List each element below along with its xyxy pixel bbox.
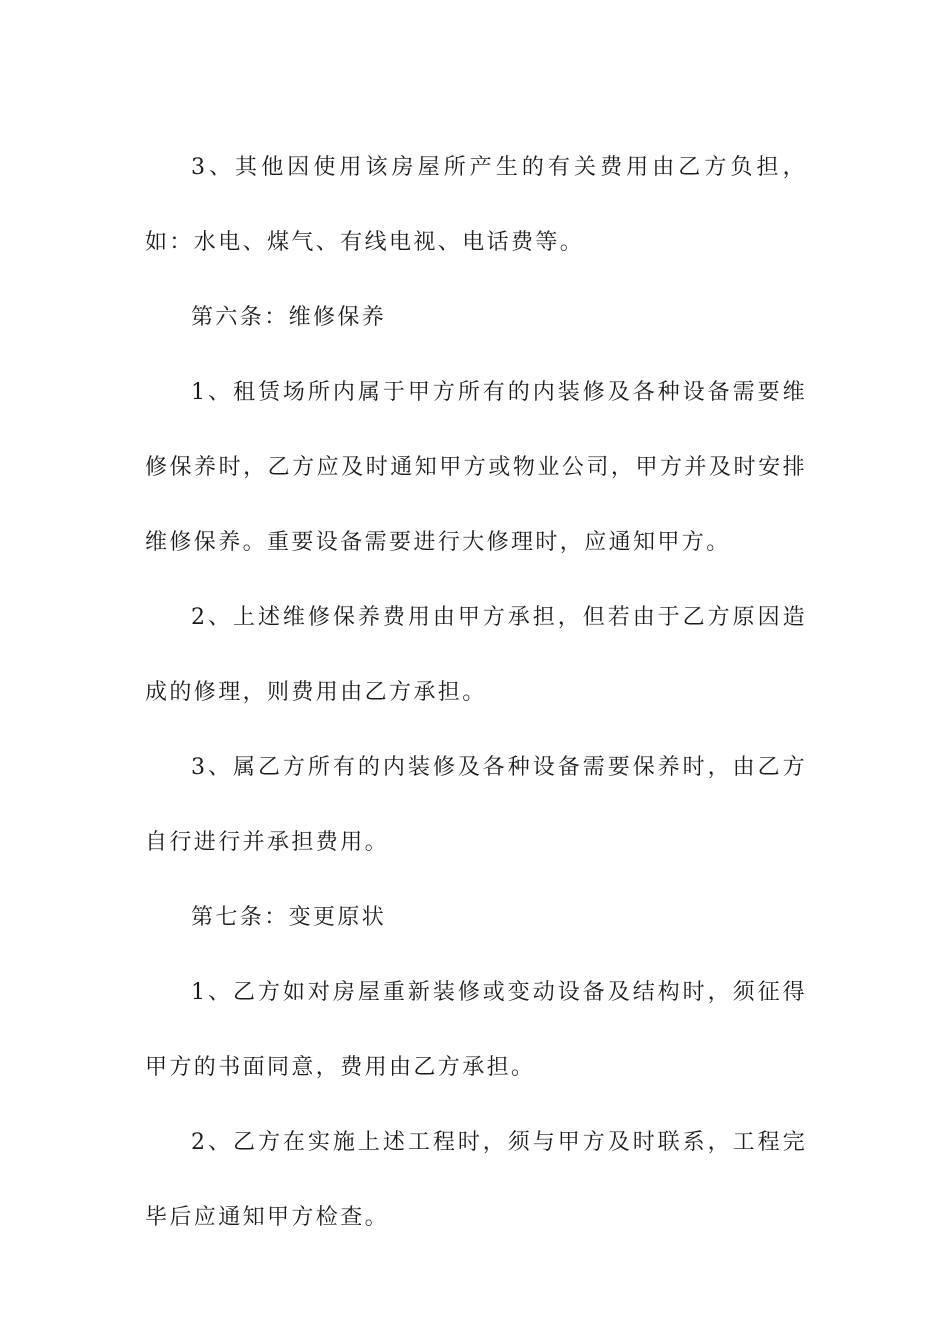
paragraph-renovation-inspection: 2、乙方在实施上述工程时，须与甲方及时联系，工程完毕后应通知甲方检查。 <box>145 1130 807 1230</box>
section-heading-article-6: 第六条：维修保养 <box>191 305 387 330</box>
paragraph-renovation-consent: 1、乙方如对房屋重新装修或变动设备及结构时，须征得甲方的书面同意，费用由乙方承担。 <box>145 980 807 1080</box>
paragraph-maintenance-cost: 2、上述维修保养费用由甲方承担，但若由于乙方原因造成的修理，则费用由乙方承担。 <box>145 605 807 705</box>
paragraph-utility-fees: 3、其他因使用该房屋所产生的有关费用由乙方负担，如：水电、煤气、有线电视、电话费等。 <box>145 155 807 255</box>
section-heading-article-7: 第七条：变更原状 <box>191 905 387 930</box>
paragraph-maintenance-notice: 1、租赁场所内属于甲方所有的内装修及各种设备需要维修保养时，乙方应及时通知甲方或物业公司，甲方并及时安排维修保养。重要设备需要进行大修理时，应通知甲方。 <box>145 380 807 555</box>
document-body <box>145 130 807 1255</box>
paragraph-tenant-equipment: 3、属乙方所有的内装修及各种设备需要保养时，由乙方自行进行并承担费用。 <box>145 755 807 855</box>
